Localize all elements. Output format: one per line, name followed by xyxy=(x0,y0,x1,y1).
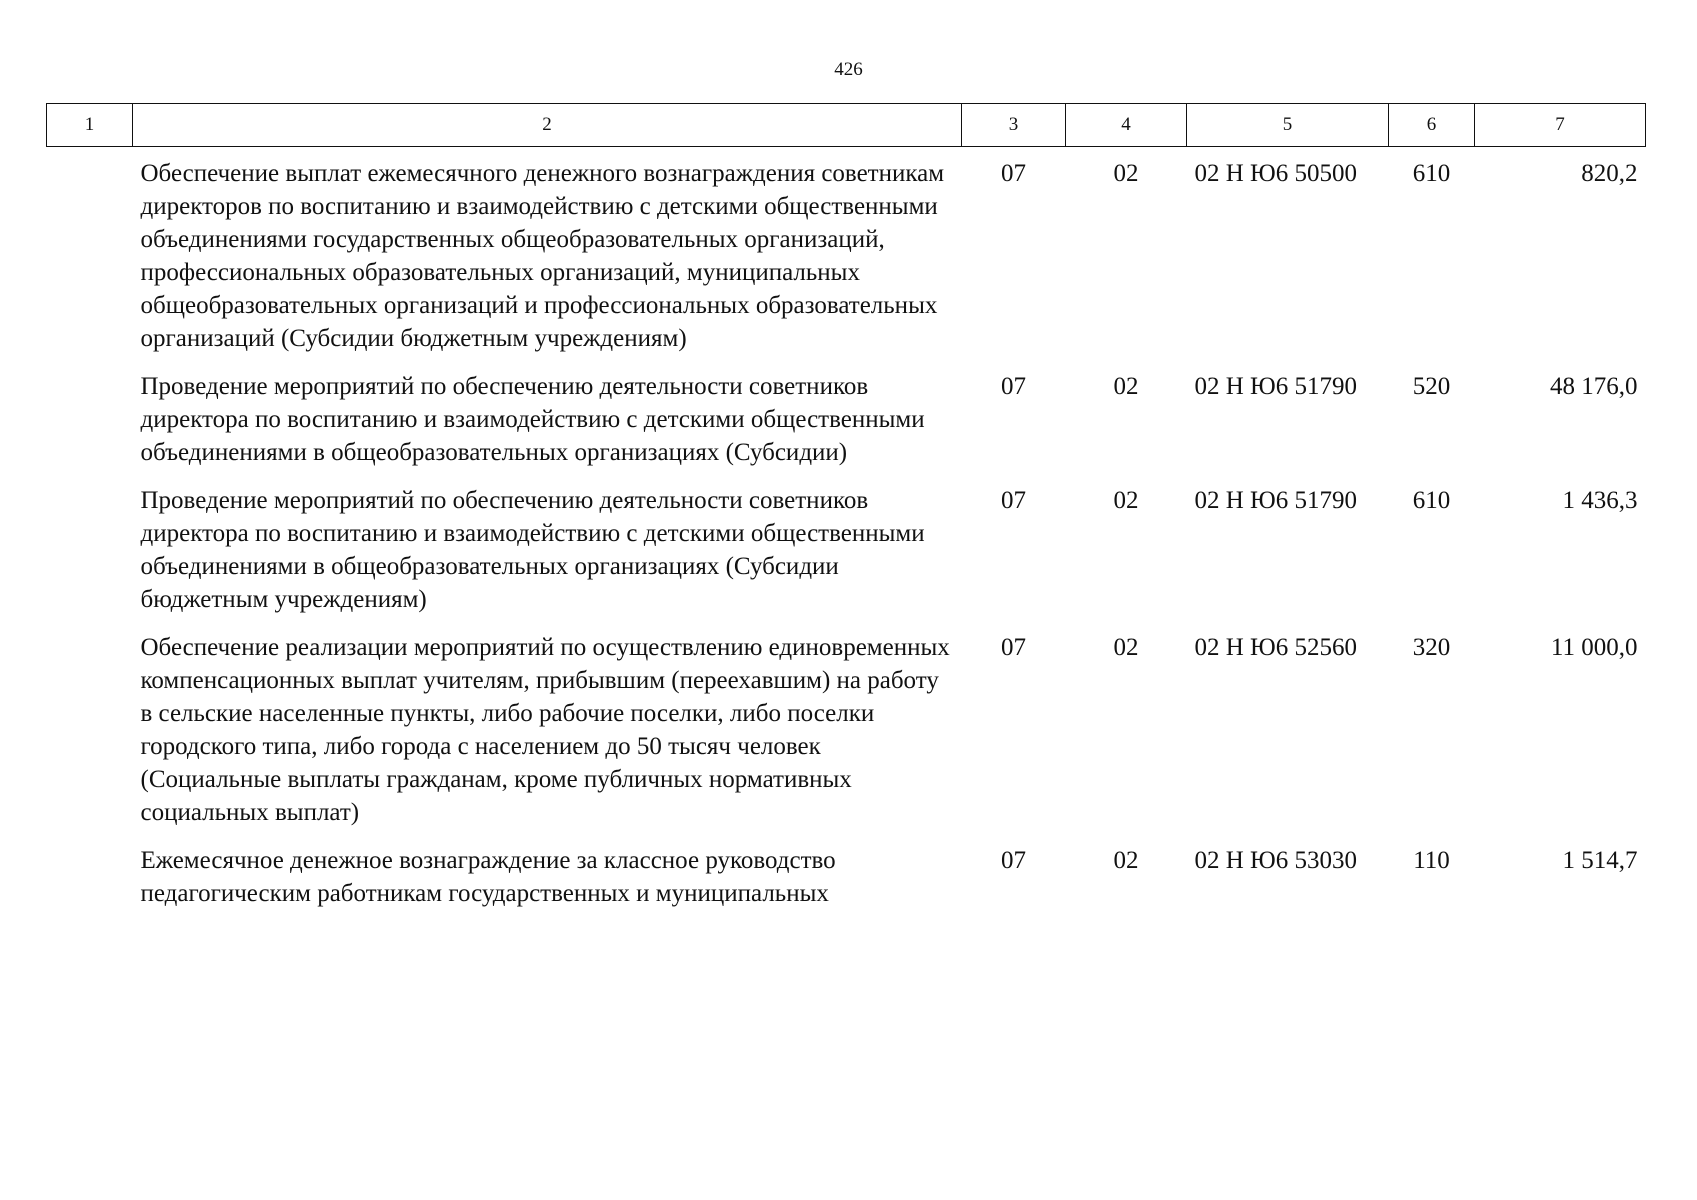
row-subsection-code: 02 xyxy=(1113,160,1139,187)
row-section-code: 07 xyxy=(1001,487,1026,514)
row-description: Проведение мероприятий по обеспечению деятельности советников директора по воспитанию и взаимодействию с детскими общественными объединениями в общеобразовательных организациях (Субсидии бюджетным учреждениям) xyxy=(140,487,925,613)
row-section-code: 07 xyxy=(1001,373,1026,400)
row-section-code: 07 xyxy=(1001,634,1026,661)
header-col-3: 3 xyxy=(962,104,1066,147)
row-number-cell xyxy=(47,631,133,844)
row-expense-type: 610 xyxy=(1412,487,1451,514)
table-row xyxy=(47,484,1646,631)
row-amount: 11 000,0 xyxy=(1550,634,1638,661)
row-expense-type: 610 xyxy=(1412,160,1451,187)
row-expense-type: 320 xyxy=(1412,634,1451,661)
table-body xyxy=(47,147,1646,926)
table-row xyxy=(47,844,1646,925)
page-number: 426 xyxy=(834,59,863,80)
header-col-1: 1 xyxy=(47,104,133,147)
row-subsection-code: 02 xyxy=(1113,373,1139,400)
header-col-2: 2 xyxy=(133,104,962,147)
row-description: Ежемесячное денежное вознаграждение за классное руководство педагогическим работникам государственных и муниципальных xyxy=(140,847,836,907)
row-description: Обеспечение реализации мероприятий по осуществлению единовременных компенсационных выплат учителям, прибывшим (переехавшим) на работу в сельские населенные пункты, либо рабочие поселки, либо поселки городского типа, либо города с населением до 50 тысяч человек (Социальные выплаты гражданам, кроме публичных нормативных социальных выплат) xyxy=(140,634,950,826)
row-number-cell xyxy=(47,370,133,484)
row-section-code: 07 xyxy=(1001,847,1026,874)
table-row xyxy=(47,147,1646,371)
row-target-article: 02 Н Ю6 51790 xyxy=(1194,487,1357,514)
row-subsection-code: 02 xyxy=(1113,634,1139,661)
row-subsection-code: 02 xyxy=(1113,847,1139,874)
header-col-5: 5 xyxy=(1187,104,1389,147)
row-expense-type: 110 xyxy=(1413,847,1450,874)
table-row xyxy=(47,370,1646,484)
row-target-article: 02 Н Ю6 51790 xyxy=(1194,373,1357,400)
row-description: Обеспечение выплат ежемесячного денежного вознаграждения советникам директоров по воспитанию и взаимодействию с детскими общественными объединениями государственных общеобразовательных организаций, профессиональных образовательных организаций, муниципальных общеобразовательных организаций и профессиональных образовательных организаций (Субсидии бюджетным учреждениям) xyxy=(140,160,945,352)
header-col-6: 6 xyxy=(1389,104,1475,147)
row-number-cell xyxy=(47,844,133,925)
table-header xyxy=(47,104,1646,147)
row-target-article: 02 Н Ю6 50500 xyxy=(1194,160,1357,187)
header-col-7: 7 xyxy=(1475,104,1646,147)
row-target-article: 02 Н Ю6 53030 xyxy=(1194,847,1357,874)
header-col-4: 4 xyxy=(1066,104,1187,147)
row-expense-type: 520 xyxy=(1412,373,1451,400)
row-amount: 48 176,0 xyxy=(1550,373,1638,400)
header-row xyxy=(47,104,1646,147)
row-subsection-code: 02 xyxy=(1113,487,1139,514)
row-amount: 820,2 xyxy=(1581,160,1638,187)
row-section-code: 07 xyxy=(1001,160,1026,187)
row-number-cell xyxy=(47,147,133,371)
table-row xyxy=(47,631,1646,844)
budget-table xyxy=(46,103,1646,925)
row-amount: 1 436,3 xyxy=(1562,487,1638,514)
row-description: Проведение мероприятий по обеспечению деятельности советников директора по воспитанию и взаимодействию с детскими общественными объединениями в общеобразовательных организациях (Субсидии) xyxy=(140,373,925,466)
row-number-cell xyxy=(47,484,133,631)
row-target-article: 02 Н Ю6 52560 xyxy=(1194,634,1357,661)
row-amount: 1 514,7 xyxy=(1562,847,1638,874)
